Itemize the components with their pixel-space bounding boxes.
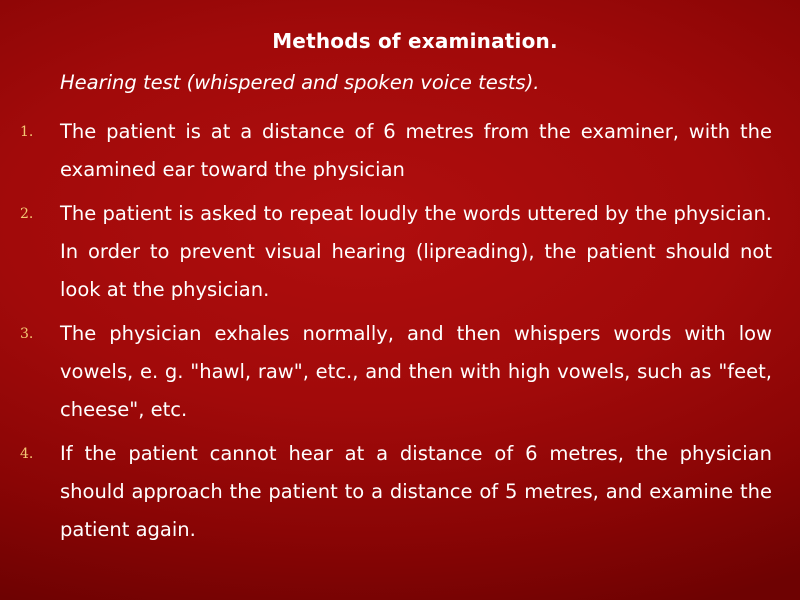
list-item — [20, 113, 772, 189]
list-item-number: 3. — [20, 326, 34, 342]
list-item-number: 1. — [20, 124, 34, 140]
slide-title: Methods of examination. — [272, 29, 558, 53]
list-item — [20, 195, 772, 309]
list-item-number: 4. — [20, 446, 34, 462]
list-item — [20, 435, 772, 549]
steps-list — [20, 113, 772, 555]
list-item-text: The patient is at a distance of 6 metres from the examiner, with the examined ear toward the physician — [60, 120, 772, 181]
list-item-text: The patient is asked to repeat loudly the words uttered by the physician. In order to prevent visual hearing (lipreading), the patient should not look at the physician. — [60, 202, 772, 301]
list-item — [20, 315, 772, 429]
slide-subtitle: Hearing test (whispered and spoken voice tests). — [60, 71, 540, 94]
list-item-text: If the patient cannot hear at a distance of 6 metres, the physician should approach the patient to a distance of 5 metres, and examine the patient again. — [60, 442, 772, 541]
list-item-number: 2. — [20, 206, 34, 222]
list-item-text: The physician exhales normally, and then whispers words with low vowels, e. g. "hawl, raw", etc., and then with high vowels, such as "feet, cheese", etc. — [60, 322, 772, 421]
